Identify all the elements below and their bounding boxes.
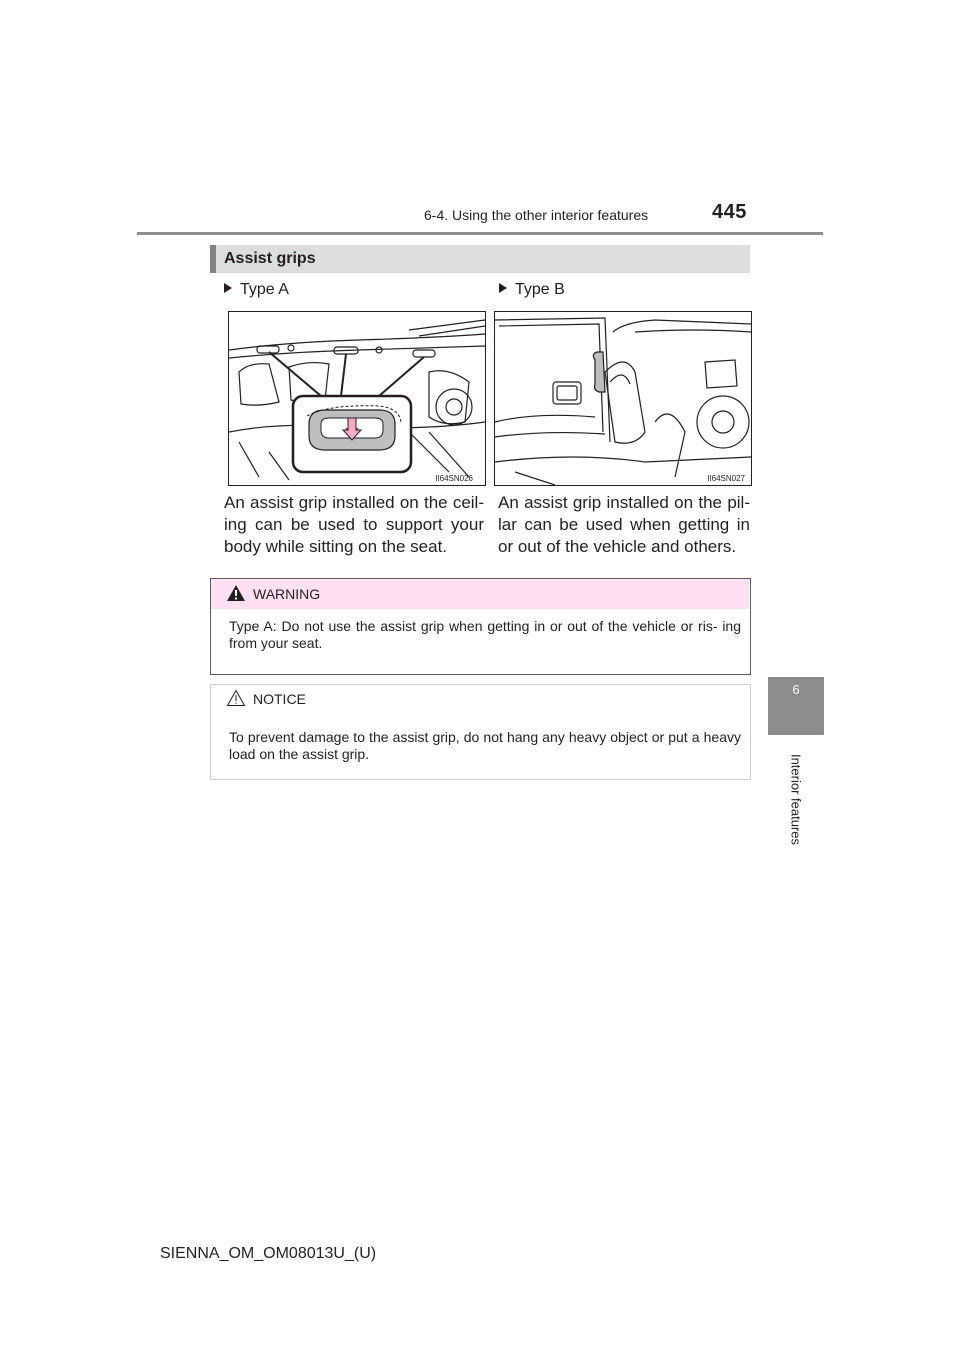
type-a-label [224,281,289,299]
type-b-label-text: Type B [515,281,565,298]
triangle-bullet-icon [224,283,232,293]
type-a-label-text: Type A [240,281,289,298]
type-b-figure-code: II64SN027 [707,474,745,483]
running-header-section: 6-4. Using the other interior features [424,207,649,223]
notice-text: To prevent damage to the assist grip, do not hang any heavy object or put a heavy load on the assist grip. [229,729,741,762]
triangle-bullet-icon [499,283,507,293]
ceiling-assist-grip-illustration [229,312,485,485]
type-b-label [499,281,565,299]
pillar-assist-grip-illustration [495,312,751,485]
type-b-figure [494,311,752,486]
notice-icon [226,689,246,707]
warning-icon [226,584,246,602]
section-title: Assist grips [224,250,316,267]
type-b-description: An assist grip installed on the pil- lar can be used when getting in or out of the vehicle and others. [498,493,750,556]
chapter-tab-number: 6 [792,682,800,697]
type-a-figure-code: II64SN026 [435,474,473,483]
chapter-tab-label: Interior features [788,753,804,846]
page-number: 445 [712,201,747,223]
section-title-accent [210,245,216,273]
document-code-footer: SIENNA_OM_OM08013U_(U) [160,1245,377,1262]
header-rule [137,232,823,235]
notice-title: NOTICE [253,691,306,707]
warning-title: WARNING [253,586,321,602]
warning-text: Type A: Do not use the assist grip when getting in or out of the vehicle or ris- ing from your seat. [229,618,741,651]
type-a-description: An assist grip installed on the ceil- ing can be used to support your body while sitting on the seat. [224,493,484,556]
type-a-figure [228,311,486,486]
